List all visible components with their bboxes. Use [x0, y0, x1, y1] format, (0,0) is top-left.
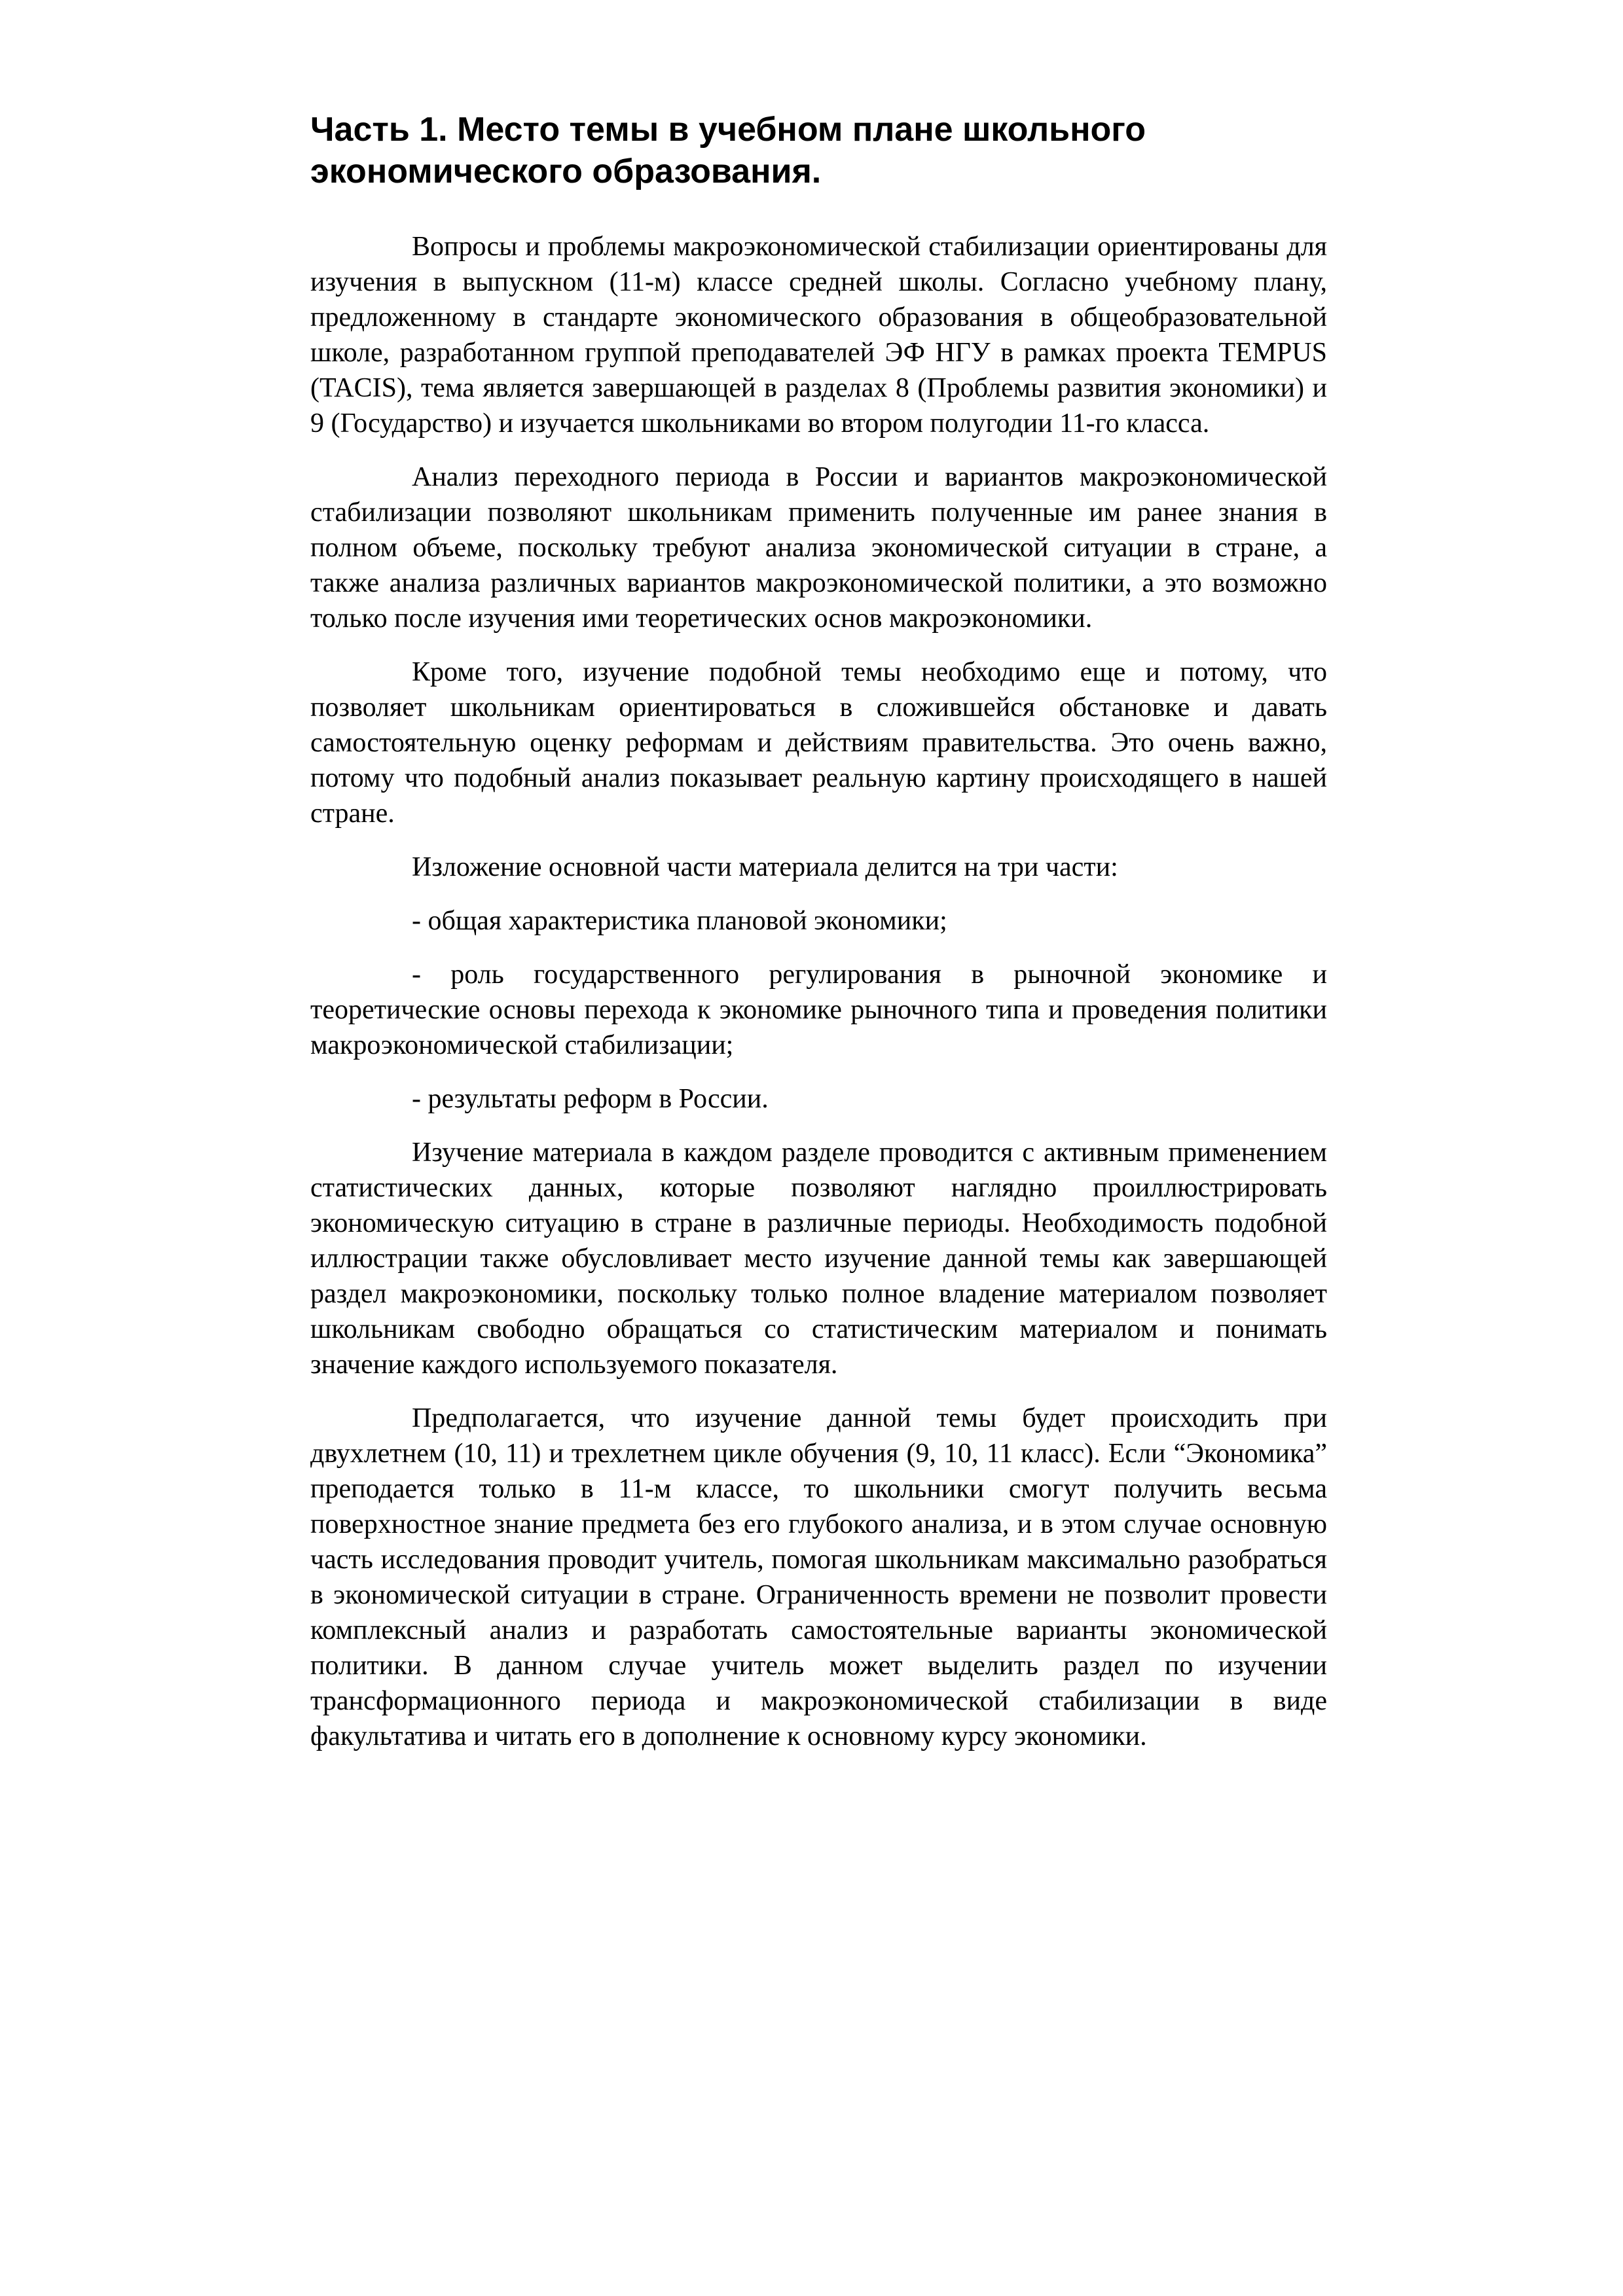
paragraph-transition-analysis: Анализ переходного периода в России и вариантов макроэкономической стабилизации позволяют школьникам применить полученные им ранее знания в полном объеме, поскольку требуют анализа экономической ситуации в стране, а также анализа различных вариантов макроэкономической политики, а это возможно только после изучения ими теоретических основ макроэкономики. — [310, 462, 1327, 634]
paragraph-statistics: Изучение материала в каждом разделе проводится с активным применением статистических данных, которые позволяют наглядно проиллюстрировать экономическую ситуацию в стране в различные периоды. Необходимость подобной иллюстрации также обусловливает место изучение данной темы как завершающей раздел макроэкономики, поскольку только полное владение материалом позволяет школьникам свободно обращаться со статистическим материалом и понимать значение каждого используемого показателя. — [310, 1138, 1327, 1380]
list-item-planned-economy: - общая характеристика плановой экономики; — [412, 906, 947, 936]
document-body — [310, 109, 1327, 1772]
paragraph-study-cycle: Предполагается, что изучение данной темы будет происходить при двухлетнем (10, 11) и трехлетнем цикле обучения (9, 10, 11 класс). Если “Экономика” преподается только в 11-м классе, то школьники смогут получить весьма поверхностное знание предмета без его глубокого анализа, и в этом случае основную часть исследования проводит учитель, помогая школьникам максимально разобраться в экономической ситуации в стране. Ограниченность времени не позволит провести комплексный анализ и разработать самостоятельные варианты экономической политики. В данном случае учитель может выделить раздел по изучении трансформационного периода и макроэкономической стабилизации в виде факультатива и читать его в дополнение к основному курсу экономики. — [310, 1403, 1327, 1751]
list-item-state-regulation: - роль государственного регулирования в рыночной экономике и теоретические основы перехода к экономике рыночного типа и проведения политики макроэкономической стабилизации; — [310, 960, 1327, 1060]
section-heading: Часть 1. Место темы в учебном плане школьного экономического образования. — [310, 111, 1146, 190]
list-item-reform-results: - результаты реформ в России. — [412, 1084, 769, 1114]
paragraph-structure-intro: Изложение основной части материала делится на три части: — [412, 852, 1118, 882]
paragraph-intro: Вопросы и проблемы макроэкономической стабилизации ориентированы для изучения в выпускном (11-м) классе средней школы. Согласно учебному плану, предложенному в стандарте экономического образования в общеобразовательной школе, разработанном группой преподавателей ЭФ НГУ в рамках проекта TEMPUS (TACIS), тема является завершающей в разделах 8 (Проблемы развития экономики) и 9 (Государство) и изучается школьниками во втором полугодии 11-го класса. — [310, 232, 1327, 439]
paragraph-importance: Кроме того, изучение подобной темы необходимо еще и потому, что позволяет школьникам ориентироваться в сложившейся обстановке и давать самостоятельную оценку реформам и действиям правительства. Это очень важно, потому что подобный анализ показывает реальную картину происходящего в нашей стране. — [310, 657, 1327, 829]
